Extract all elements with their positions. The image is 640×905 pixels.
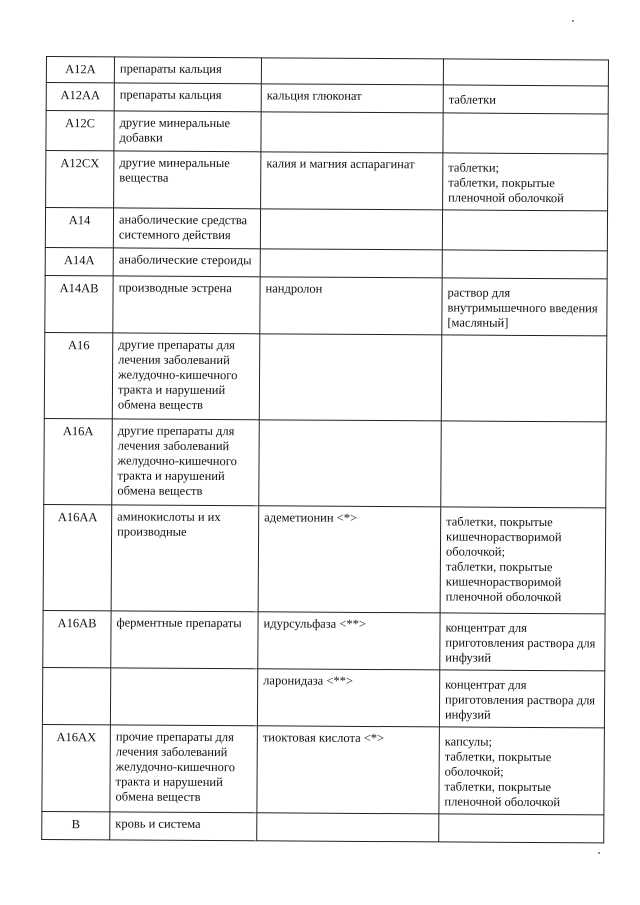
table-row xyxy=(42,667,604,727)
table-row xyxy=(45,275,607,335)
group-cell: препараты кальция xyxy=(114,57,261,84)
drug-name-cell xyxy=(257,813,439,842)
drug-name-cell xyxy=(260,209,442,250)
table-row xyxy=(43,504,606,613)
atc-code-cell: A16AX xyxy=(42,724,111,811)
table-row xyxy=(42,811,604,842)
dosage-form-cell xyxy=(439,814,604,843)
group-cell: другие препараты для лечения заболеваний желудочно-кишечного тракта и нарушений обмена веществ xyxy=(112,333,260,420)
group-cell: аминокислоты и их производные xyxy=(111,505,259,612)
dosage-form-cell: таблетки xyxy=(443,85,608,114)
atc-code-cell: A16A xyxy=(44,418,113,504)
group-cell: анаболические средства системного действия xyxy=(113,208,260,249)
atc-code-cell: A14A xyxy=(45,247,113,275)
group-cell: ферментные препараты xyxy=(111,611,258,669)
dosage-form-cell xyxy=(443,59,608,86)
drug-name-cell xyxy=(261,58,443,85)
group-cell: анаболические стероиды xyxy=(113,248,260,277)
table-row xyxy=(43,610,605,670)
group-cell: препараты кальция xyxy=(114,83,261,112)
table-row xyxy=(46,111,608,154)
drug-name-cell: тиоктовая кислота <*> xyxy=(257,726,440,814)
table-row xyxy=(45,247,607,278)
table-row xyxy=(42,724,605,814)
atc-code-cell: B xyxy=(42,811,110,839)
dosage-form-cell: таблетки; таблетки, покрытые пленочной оболочкой xyxy=(443,153,608,211)
table-row xyxy=(46,83,608,114)
drug-name-cell: идурсульфаза <**> xyxy=(258,612,440,670)
atc-code-cell: A12CX xyxy=(46,151,114,208)
table-row xyxy=(45,208,607,251)
dosage-form-cell xyxy=(442,210,607,251)
group-cell xyxy=(110,668,257,726)
atc-code-cell: A16 xyxy=(44,332,113,418)
atc-code-cell: A16AB xyxy=(43,610,111,667)
atc-code-cell: A14 xyxy=(45,208,113,248)
dosage-form-cell xyxy=(441,335,607,422)
dosage-form-cell: концентрат для приготовления раствора для инфузий xyxy=(440,613,605,671)
drug-name-cell xyxy=(259,420,442,507)
drug-name-cell: ларонидаза <**> xyxy=(257,669,439,727)
dosage-form-cell: концентрат для приготовления раствора для инфузий xyxy=(439,670,604,728)
group-cell: другие минеральные добавки xyxy=(114,111,261,152)
drug-name-cell xyxy=(259,334,442,421)
drug-list-table xyxy=(41,56,609,843)
atc-code-cell: A16AA xyxy=(43,504,112,610)
group-cell: другие препараты для лечения заболеваний желудочно-кишечного тракта и нарушений обмена веществ xyxy=(112,419,260,506)
atc-code-cell xyxy=(42,667,110,724)
group-cell: производные эстрена xyxy=(113,276,260,334)
scan-speck xyxy=(598,852,600,854)
dosage-form-cell: капсулы; таблетки, покрытые оболочкой; таблетки, покрытые пленочной оболочкой xyxy=(439,727,605,815)
drug-name-cell: нандролон xyxy=(260,277,442,335)
table-row xyxy=(44,332,607,421)
dosage-form-cell: таблетки, покрытые кишечнорастворимой оболочкой; таблетки, покрытые кишечнорастворимой пленочной оболочкой xyxy=(440,507,606,614)
scan-speck xyxy=(572,20,574,22)
atc-code-cell: A14AB xyxy=(45,275,113,332)
drug-name-cell xyxy=(260,249,442,278)
drug-name-cell: калия и магния аспарагинат xyxy=(261,152,443,210)
group-cell: прочие препараты для лечения заболеваний желудочно-кишечного тракта и нарушений обмена веществ xyxy=(110,725,258,813)
drug-name-cell: кальция глюконат xyxy=(261,84,443,113)
atc-code-cell: A12C xyxy=(46,111,114,151)
dosage-form-cell: раствор для внутримышечного введения [масляный] xyxy=(442,278,607,336)
dosage-form-cell xyxy=(442,250,607,279)
drug-name-cell xyxy=(261,112,443,153)
table-row xyxy=(46,151,608,211)
dosage-form-cell xyxy=(441,421,607,508)
atc-code-cell: A12A xyxy=(46,57,114,83)
dosage-form-cell xyxy=(443,113,608,154)
group-cell: кровь и система xyxy=(110,812,257,841)
group-cell: другие минеральные вещества xyxy=(114,151,261,209)
atc-code-cell: A12AA xyxy=(46,83,114,111)
table-row xyxy=(44,418,607,507)
table-row xyxy=(46,57,608,86)
drug-name-cell: адеметионин <*> xyxy=(258,506,441,613)
